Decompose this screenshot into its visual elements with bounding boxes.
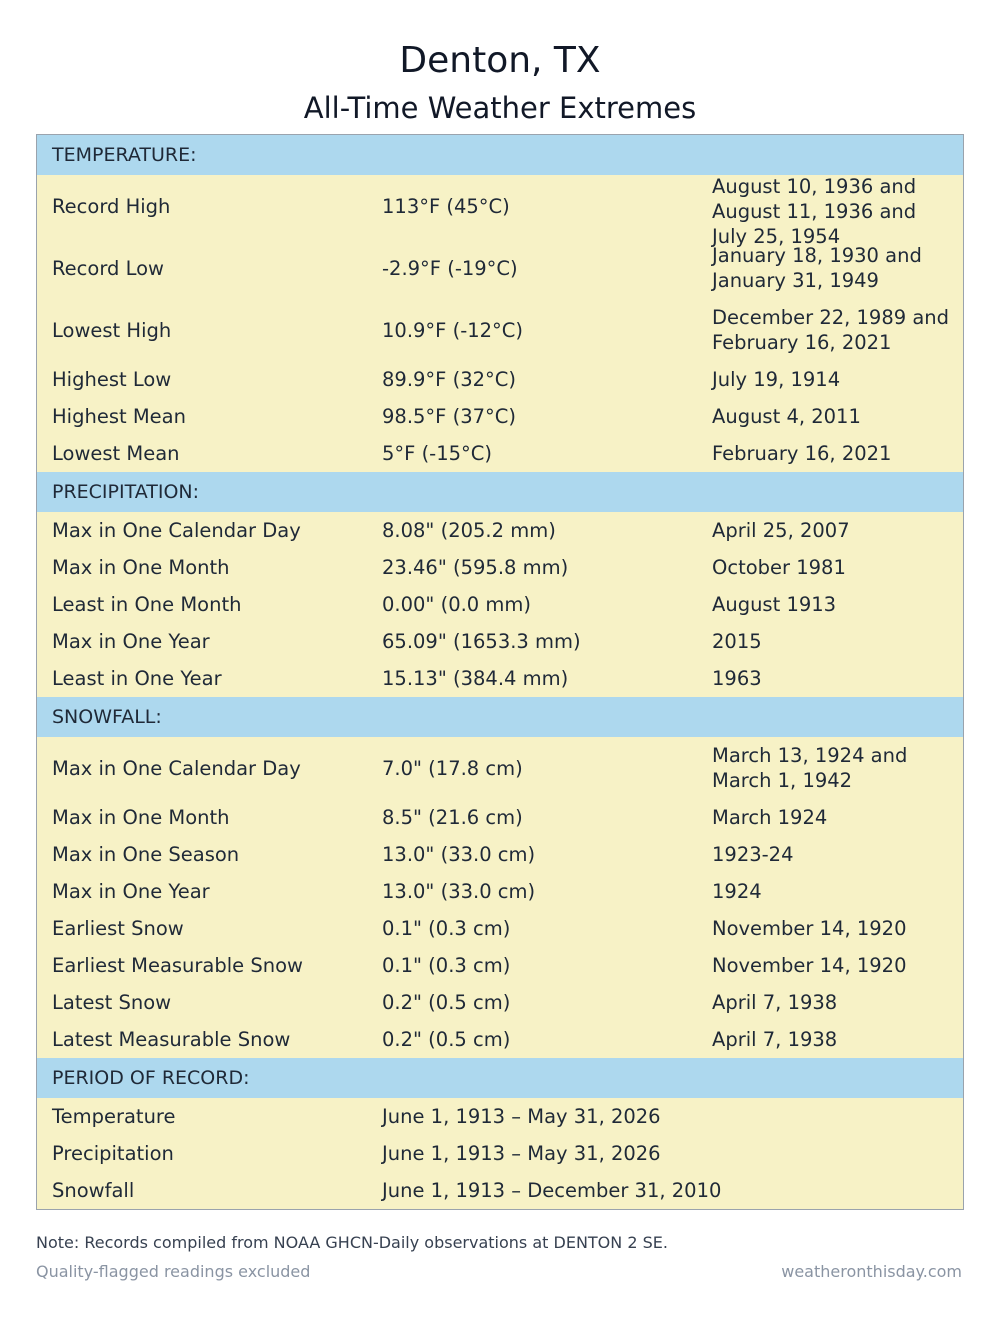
table-row	[37, 873, 963, 910]
record-name: Max in One Month	[52, 806, 230, 829]
table-row	[37, 623, 963, 660]
table-row	[37, 1135, 963, 1172]
record-value: 13.0" (33.0 cm)	[382, 880, 536, 903]
table-row	[37, 512, 963, 549]
record-name: Latest Measurable Snow	[52, 1028, 291, 1051]
record-date: 1963	[712, 667, 762, 690]
table-row	[37, 586, 963, 623]
record-name: Precipitation	[52, 1142, 174, 1165]
record-value: June 1, 1913 – May 31, 2026	[382, 1142, 661, 1165]
record-date: March 13, 1924 and March 1, 1942	[712, 744, 908, 792]
table-row	[37, 435, 963, 472]
record-value: 98.5°F (37°C)	[382, 405, 516, 428]
record-name: Snowfall	[52, 1179, 135, 1202]
record-date: July 19, 1914	[712, 368, 841, 391]
record-date: August 4, 2011	[712, 405, 861, 428]
record-name: Highest Mean	[52, 405, 186, 428]
record-name: Max in One Season	[52, 843, 240, 866]
table-row	[37, 1021, 963, 1058]
record-value: 0.2" (0.5 cm)	[382, 1028, 511, 1051]
record-date: August 10, 1936 and August 11, 1936 and July 25, 1954	[712, 174, 917, 248]
record-name: Latest Snow	[52, 991, 172, 1014]
table-row	[37, 398, 963, 435]
record-value: 0.1" (0.3 cm)	[382, 954, 511, 977]
record-date: November 14, 1920	[712, 917, 907, 940]
extremes-table	[36, 134, 964, 1210]
record-date: October 1981	[712, 556, 846, 579]
page-title: Denton, TX	[399, 40, 601, 81]
table-row	[37, 361, 963, 398]
record-date: April 25, 2007	[712, 519, 850, 542]
record-name: Record High	[52, 194, 171, 218]
table-row	[37, 910, 963, 947]
record-date: January 18, 1930 and January 31, 1949	[712, 244, 922, 292]
table-row	[37, 237, 963, 299]
record-date: April 7, 1938	[712, 991, 838, 1014]
record-value: 8.5" (21.6 cm)	[382, 806, 523, 829]
record-name: Earliest Measurable Snow	[52, 954, 303, 977]
record-date: August 1913	[712, 593, 837, 616]
record-date: November 14, 1920	[712, 954, 907, 977]
record-value: 0.00" (0.0 mm)	[382, 593, 532, 616]
record-name: Record Low	[52, 256, 164, 280]
record-name: Max in One Year	[52, 630, 210, 653]
table-row	[37, 737, 963, 799]
record-name: Highest Low	[52, 368, 172, 391]
table-row	[37, 799, 963, 836]
table-row	[37, 984, 963, 1021]
section-header-snowfall: SNOWFALL:	[37, 697, 963, 737]
record-name: Lowest Mean	[52, 442, 180, 465]
table-row	[37, 836, 963, 873]
table-row	[37, 1098, 963, 1135]
page-subtitle: All-Time Weather Extremes	[303, 91, 697, 125]
record-name: Max in One Calendar Day	[52, 756, 301, 780]
record-value: 0.2" (0.5 cm)	[382, 991, 511, 1014]
table-row	[37, 1172, 963, 1209]
table-row	[37, 299, 963, 361]
record-value: 89.9°F (32°C)	[382, 368, 516, 391]
record-name: Least in One Year	[52, 667, 222, 690]
record-value: June 1, 1913 – December 31, 2010	[382, 1179, 722, 1202]
record-value: -2.9°F (-19°C)	[382, 256, 518, 280]
record-value: 113°F (45°C)	[382, 194, 510, 218]
record-value: 15.13" (384.4 mm)	[382, 667, 569, 690]
footnote: Note: Records compiled from NOAA GHCN-Daily observations at DENTON 2 SE.	[36, 1233, 668, 1252]
section-header-period-of-record: PERIOD OF RECORD:	[37, 1058, 963, 1098]
record-value: 5°F (-15°C)	[382, 442, 493, 465]
record-date: April 7, 1938	[712, 1028, 838, 1051]
table-row	[37, 947, 963, 984]
record-date: 2015	[712, 630, 762, 653]
record-value: June 1, 1913 – May 31, 2026	[382, 1105, 661, 1128]
record-value: 23.46" (595.8 mm)	[382, 556, 569, 579]
record-value: 7.0" (17.8 cm)	[382, 756, 523, 780]
source-credit: weatheronthisday.com	[781, 1262, 962, 1281]
record-name: Lowest High	[52, 318, 172, 342]
section-header-precipitation: PRECIPITATION:	[37, 472, 963, 512]
record-value: 13.0" (33.0 cm)	[382, 843, 536, 866]
record-date: 1923-24	[712, 843, 794, 866]
table-row	[37, 549, 963, 586]
record-name: Earliest Snow	[52, 917, 184, 940]
table-row	[37, 174, 963, 248]
record-name: Max in One Calendar Day	[52, 519, 301, 542]
quality-note: Quality-flagged readings excluded	[36, 1262, 311, 1281]
record-date: December 22, 1989 and February 16, 2021	[712, 306, 950, 354]
table-row	[37, 660, 963, 697]
record-name: Max in One Year	[52, 880, 210, 903]
record-name: Least in One Month	[52, 593, 242, 616]
section-header-temperature: TEMPERATURE:	[37, 135, 963, 175]
record-date: March 1924	[712, 806, 828, 829]
record-date: February 16, 2021	[712, 442, 892, 465]
record-date: 1924	[712, 880, 762, 903]
record-value: 10.9°F (-12°C)	[382, 318, 524, 342]
record-name: Temperature	[52, 1105, 176, 1128]
record-value: 65.09" (1653.3 mm)	[382, 630, 581, 653]
record-value: 8.08" (205.2 mm)	[382, 519, 556, 542]
record-value: 0.1" (0.3 cm)	[382, 917, 511, 940]
record-name: Max in One Month	[52, 556, 230, 579]
